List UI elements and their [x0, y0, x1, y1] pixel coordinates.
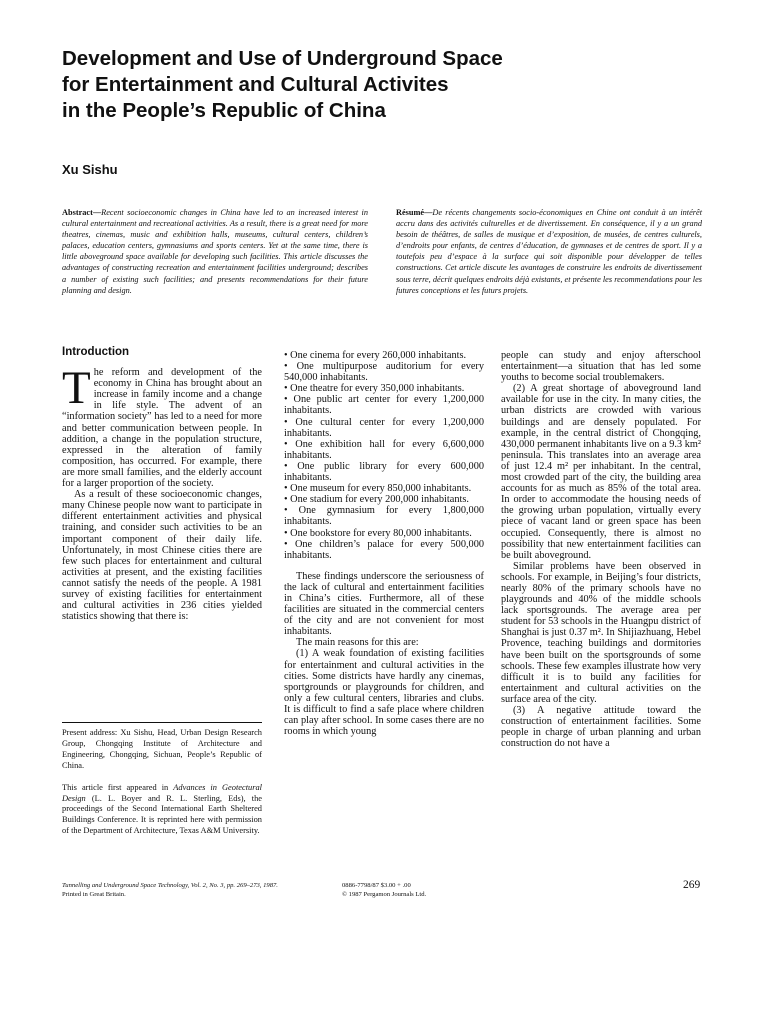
- reason-3-paragraph: (3) A negative attitude toward the construction of entertainment facilities. Some people in charge of urban planning and urban construction do not have a: [501, 705, 701, 750]
- footnote-first-appeared: [62, 783, 262, 838]
- footnote-address: Present address: Xu Sishu, Head, Urban Design Research Group, Chongqing Institute of Architecture and Engineering, Chongqing, Sichuan, People’s Republic of China.: [62, 728, 262, 770]
- list-item: • One cultural center for every 1,200,000 inhabitants.: [284, 416, 484, 439]
- article-title: [62, 46, 712, 124]
- footer-printed: Printed in Great Britain.: [62, 891, 126, 898]
- author-name: Xu Sishu: [62, 162, 118, 177]
- footnote: [62, 728, 262, 848]
- title-line-3: in the People’s Republic of China: [62, 99, 386, 122]
- list-item: • One public art center for every 1,200,000 inhabitants.: [284, 394, 484, 417]
- footer-publisher-info: [342, 881, 426, 899]
- reason-2-paragraph: (2) A great shortage of aboveground land available for use in the city. In many cities, the urban districts are crowded with various buildings and are densely populated. For example, in the central district of Chongqing, 430,000 permanent inhabitants live on a 9.3 km² peninsula. This translates into an average area of just 12.4 m² per inhabitant. In the central, most crowded part of the city, the building area accounts for as much as 85% of the total area. In order to accommodate the housing needs of the growing urban population, virtually every piece of vacant land or green space has been occupied. Consequently, there is almost no possibility that new entertainment facilities can be built aboveground.: [501, 383, 701, 561]
- resume-label: Résumé—: [396, 208, 433, 217]
- footnote-first-pre: This article first appeared in: [62, 782, 174, 792]
- list-item: • One cinema for every 260,000 inhabitants.: [284, 350, 467, 361]
- abstract-french: [396, 207, 702, 296]
- continued-paragraph: people can study and enjoy afterschool entertainment—a situation that has led some youths to become social troublemakers.: [501, 350, 701, 384]
- list-item: • One theatre for every 350,000 inhabitants.: [284, 383, 465, 395]
- abstract-label: Abstract—: [62, 208, 102, 217]
- page-number: 269: [683, 879, 701, 891]
- column-3: [501, 350, 701, 749]
- list-item: • One stadium for every 200,000 inhabitants.: [284, 494, 469, 506]
- reasons-paragraph: The main reasons for this are:: [296, 637, 419, 649]
- resume-text: De récents changements socio-économiques en Chine ont conduit à un intérêt accru dans des activités culturelles et de divertissement. En conséquence, il y a un grand besoin de théâtres, de salles de musique et d’exposition, de musées, de centres culturels, d’endroits pour enfants, de centres d’éducation, de gymnases et de centres de sport. Il y a toutefois peu d’espace à la surface qui soit disponible pour développer de telles constructions. Cet article discute les avantages de construire les endroits de divertissement sous terre, décrit quelques endroits déjà existants, et présente les recommendations pour les futures conceptions et les futurs projets.: [396, 208, 702, 295]
- list-item: • One museum for every 850,000 inhabitants.: [284, 483, 472, 495]
- list-item: • One children’s palace for every 500,000 inhabitants.: [284, 538, 484, 561]
- spacer: [284, 561, 484, 571]
- list-item: • One public library for every 600,000 inhabitants.: [284, 460, 484, 484]
- abstract-text: Recent socioeconomic changes in China have led to an increased interest in cultural entertainment and recreational activities. As a result, there is a great need for more theatres, cinemas, music and exhibition halls, museums, cultural centers, children’s palaces, education centers, gymnasiums and sports centers. Yet at the same time, there is little aboveground space available for developing such facilities. This article discusses the advantages of constructing recreation and entertainment facilities underground; describes a number of existing such facilities; and presents recommendations for their future planning and design.: [62, 208, 368, 295]
- title-line-1: Development and Use of Underground Space: [62, 47, 503, 70]
- list-item: • One bookstore for every 80,000 inhabitants.: [284, 527, 472, 539]
- section-heading-introduction: Introduction: [62, 346, 130, 358]
- footnote-book-title: Advances in Geotectural Design: [62, 782, 263, 803]
- column-2: [284, 350, 484, 737]
- schools-paragraph: Similar problems have been observed in schools. For example, in Beijing’s four districts, nearly 80% of the primary schools have no playgrounds and 40% of the middle schools lack sportsgrounds. The average area per student for 53 schools in the Huangpu district of Shanghai is just 0.37 m². In Shijiazhuang, Hebel Provence, teaching buildings and dormitories have been built on the sportsgrounds of some schools. These few examples illustrate how very difficult it is to build any facilities for entertainment and cultural activities on the surface area of the city.: [501, 560, 701, 705]
- intro-paragraph-2: As a result of these socioeconomic changes, many Chinese people now want to participate in different entertainment activities and physical training, and consider such activities to be an important component of their daily life. Unfortunately, in most Chinese cities there are few such places for entertainment and cultural activities at present, and the existing facilities cannot satisfy the needs of the people. A 1981 survey of existing facilities for entertainment and cultural activities in 236 cities yielded statistics showing that there is:: [62, 489, 262, 623]
- list-item: • One multipurpose auditorium for every 540,000 inhabitants.: [284, 361, 484, 384]
- footnote-divider: [62, 722, 262, 723]
- list-item: • One exhibition hall for every 6,600,000 inhabitants.: [284, 438, 484, 461]
- intro-paragraph-1: [62, 362, 262, 490]
- footnote-first-post: (L. L. Boyer and R. L. Sterling, Eds), the proceedings of the Second International Earth Sheltered Buildings Conference. It is reprinted here with permission of the Department of Architecture, Texas A&M University.: [62, 793, 262, 836]
- footer-issn: 0886-7798/87 $3.00 + .00: [342, 882, 411, 889]
- column-1: [62, 347, 262, 622]
- findings-paragraph: These findings underscore the seriousness of the lack of cultural and entertainment facilities in China’s cities. Furthermore, all of these facilities are situated in the commercial centers of the city and are not convenient for most inhabitants.: [284, 570, 484, 638]
- drop-cap: T: [62, 362, 91, 415]
- footer-journal-citation: Tunnelling and Underground Space Technology, Vol. 2, No. 3, pp. 269–273, 1987.: [62, 882, 278, 889]
- footer-copyright: © 1987 Pergamon Journals Ltd.: [342, 891, 427, 898]
- footer-journal-info: [62, 881, 278, 899]
- title-line-2: for Entertainment and Cultural Activites: [62, 73, 449, 96]
- reason-1-paragraph: (1) A weak foundation of existing facilities for entertainment and cultural activities in the cities. Some districts have hardly any cinemas, sportgrounds or playgrounds for children, and only a few cultural centers, libraries and clubs. It is difficult to find a safe place where children can play after school. In some cases there are no rooms in which young: [284, 648, 484, 738]
- list-item: • One gymnasium for every 1,800,000 inhabitants.: [284, 505, 484, 528]
- abstract-english: [62, 207, 368, 296]
- intro-paragraph-1-text: he reform and development of the economy in China has brought about an increase in family income and a change in life style. The advent of an “information society” has led to a need for more and better communication between people. In addition, a change in the population structure, expressed in the alteration of family composition, has occurred. For example, there are more small families, and the elderly account for a larger proportion of the society.: [62, 367, 262, 490]
